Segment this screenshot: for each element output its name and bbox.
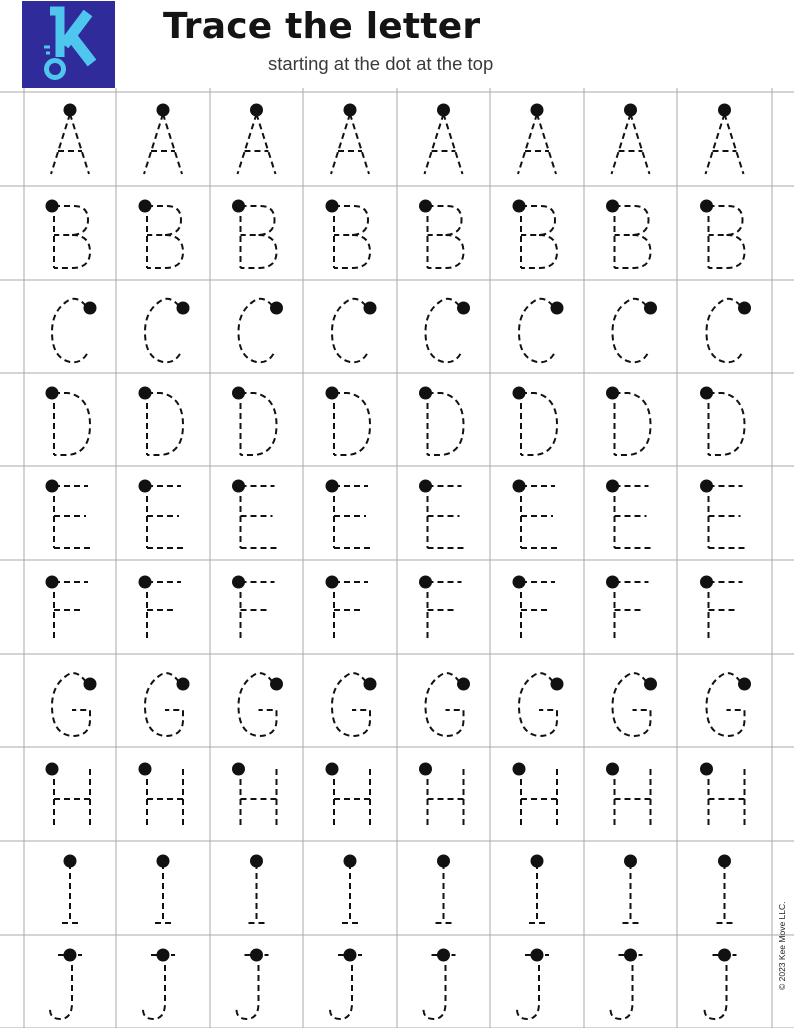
start-dot bbox=[232, 576, 245, 589]
trace-letter-g bbox=[707, 673, 752, 736]
trace-letter-i bbox=[155, 855, 171, 924]
start-dot bbox=[157, 949, 170, 962]
trace-letter-b bbox=[232, 200, 277, 269]
start-dot bbox=[437, 855, 450, 868]
start-dot bbox=[531, 104, 544, 117]
start-dot bbox=[344, 104, 357, 117]
trace-letter-h bbox=[419, 763, 464, 830]
trace-letter-c bbox=[239, 299, 284, 362]
trace-letter-g bbox=[239, 673, 284, 736]
start-dot bbox=[513, 480, 526, 493]
trace-letter-e bbox=[326, 480, 371, 549]
start-dot bbox=[700, 480, 713, 493]
start-dot bbox=[700, 576, 713, 589]
start-dot bbox=[232, 480, 245, 493]
trace-letter-a bbox=[331, 104, 369, 175]
start-dot bbox=[624, 104, 637, 117]
trace-letter-i bbox=[436, 855, 452, 924]
start-dot bbox=[326, 763, 339, 776]
start-dot bbox=[232, 763, 245, 776]
trace-letter-f bbox=[46, 576, 89, 643]
start-dot bbox=[718, 949, 731, 962]
trace-letter-a bbox=[612, 104, 650, 175]
trace-letter-h bbox=[232, 763, 277, 830]
start-dot bbox=[606, 480, 619, 493]
start-dot bbox=[232, 387, 245, 400]
start-dot bbox=[84, 302, 97, 315]
letter-row-e bbox=[46, 480, 745, 549]
start-dot bbox=[457, 678, 470, 691]
trace-letter-j bbox=[424, 949, 456, 1020]
trace-letter-d bbox=[606, 387, 651, 456]
trace-letter-d bbox=[419, 387, 464, 456]
copyright-note: © 2023 Kee Move LLC. bbox=[777, 901, 787, 990]
start-dot bbox=[419, 387, 432, 400]
trace-letter-j bbox=[50, 949, 82, 1020]
trace-letter-f bbox=[326, 576, 369, 643]
start-dot bbox=[513, 200, 526, 213]
trace-letter-a bbox=[144, 104, 182, 175]
start-dot bbox=[139, 387, 152, 400]
start-dot bbox=[718, 855, 731, 868]
page-title: Trace the letter bbox=[163, 6, 481, 47]
trace-letter-b bbox=[700, 200, 745, 269]
start-dot bbox=[84, 678, 97, 691]
start-dot bbox=[250, 855, 263, 868]
start-dot bbox=[419, 763, 432, 776]
start-dot bbox=[250, 104, 263, 117]
start-dot bbox=[437, 949, 450, 962]
trace-letter-a bbox=[238, 104, 276, 175]
start-dot bbox=[46, 576, 59, 589]
page-subtitle: starting at the dot at the top bbox=[268, 53, 494, 74]
trace-letter-c bbox=[52, 299, 97, 362]
start-dot bbox=[457, 302, 470, 315]
grid-lines bbox=[0, 88, 794, 1028]
start-dot bbox=[644, 678, 657, 691]
start-dot bbox=[270, 302, 283, 315]
trace-letter-h bbox=[700, 763, 745, 830]
trace-letter-j bbox=[517, 949, 549, 1020]
trace-letter-i bbox=[529, 855, 545, 924]
start-dot bbox=[700, 200, 713, 213]
start-dot bbox=[326, 480, 339, 493]
trace-letter-b bbox=[513, 200, 558, 269]
start-dot bbox=[437, 104, 450, 117]
start-dot bbox=[700, 763, 713, 776]
start-dot bbox=[551, 678, 564, 691]
start-dot bbox=[344, 855, 357, 868]
start-dot bbox=[419, 576, 432, 589]
trace-letter-f bbox=[700, 576, 743, 643]
start-dot bbox=[177, 302, 190, 315]
trace-letter-c bbox=[707, 299, 752, 362]
trace-letter-d bbox=[232, 387, 277, 456]
trace-letter-c bbox=[519, 299, 564, 362]
start-dot bbox=[419, 200, 432, 213]
trace-letter-f bbox=[606, 576, 649, 643]
start-dot bbox=[624, 855, 637, 868]
trace-letter-b bbox=[46, 200, 91, 269]
start-dot bbox=[326, 200, 339, 213]
trace-letter-j bbox=[611, 949, 643, 1020]
trace-letter-h bbox=[139, 763, 184, 830]
trace-letter-b bbox=[139, 200, 184, 269]
trace-letter-d bbox=[139, 387, 184, 456]
trace-letter-b bbox=[326, 200, 371, 269]
trace-letter-b bbox=[606, 200, 651, 269]
letter-row-h bbox=[46, 763, 745, 830]
trace-letter-g bbox=[332, 673, 377, 736]
trace-letter-j bbox=[143, 949, 175, 1020]
start-dot bbox=[531, 949, 544, 962]
trace-letter-c bbox=[426, 299, 471, 362]
start-dot bbox=[139, 763, 152, 776]
start-dot bbox=[157, 104, 170, 117]
trace-letter-f bbox=[139, 576, 182, 643]
trace-letter-d bbox=[700, 387, 745, 456]
start-dot bbox=[624, 949, 637, 962]
start-dot bbox=[139, 200, 152, 213]
start-dot bbox=[64, 949, 77, 962]
start-dot bbox=[513, 576, 526, 589]
trace-letter-i bbox=[623, 855, 639, 924]
trace-letter-g bbox=[52, 673, 97, 736]
start-dot bbox=[64, 855, 77, 868]
start-dot bbox=[344, 949, 357, 962]
start-dot bbox=[46, 763, 59, 776]
trace-letter-e bbox=[606, 480, 651, 549]
start-dot bbox=[326, 387, 339, 400]
start-dot bbox=[531, 855, 544, 868]
start-dot bbox=[46, 200, 59, 213]
trace-letter-i bbox=[62, 855, 78, 924]
trace-letter-i bbox=[249, 855, 265, 924]
trace-letter-h bbox=[606, 763, 651, 830]
letter-row-c bbox=[52, 299, 751, 362]
trace-letter-e bbox=[139, 480, 184, 549]
trace-letter-j bbox=[237, 949, 269, 1020]
trace-letter-b bbox=[419, 200, 464, 269]
letter-row-b bbox=[46, 200, 745, 269]
trace-letter-j bbox=[705, 949, 737, 1020]
start-dot bbox=[364, 302, 377, 315]
trace-letter-i bbox=[342, 855, 358, 924]
start-dot bbox=[46, 387, 59, 400]
trace-letter-a bbox=[706, 104, 744, 175]
start-dot bbox=[738, 302, 751, 315]
trace-letter-h bbox=[513, 763, 558, 830]
trace-letter-a bbox=[518, 104, 556, 175]
trace-letter-f bbox=[513, 576, 556, 643]
trace-letter-e bbox=[232, 480, 277, 549]
start-dot bbox=[700, 387, 713, 400]
start-dot bbox=[718, 104, 731, 117]
trace-letter-d bbox=[513, 387, 558, 456]
start-dot bbox=[606, 200, 619, 213]
start-dot bbox=[64, 104, 77, 117]
trace-letter-e bbox=[419, 480, 464, 549]
start-dot bbox=[644, 302, 657, 315]
trace-letter-h bbox=[46, 763, 91, 830]
trace-letter-c bbox=[332, 299, 377, 362]
start-dot bbox=[250, 949, 263, 962]
trace-letter-d bbox=[326, 387, 371, 456]
trace-letter-e bbox=[513, 480, 558, 549]
start-dot bbox=[738, 678, 751, 691]
start-dot bbox=[232, 200, 245, 213]
letter-row-g bbox=[52, 673, 751, 736]
start-dot bbox=[364, 678, 377, 691]
trace-letter-f bbox=[419, 576, 462, 643]
start-dot bbox=[46, 480, 59, 493]
start-dot bbox=[270, 678, 283, 691]
trace-letter-c bbox=[145, 299, 190, 362]
trace-letter-g bbox=[426, 673, 471, 736]
trace-letter-g bbox=[145, 673, 190, 736]
start-dot bbox=[326, 576, 339, 589]
start-dot bbox=[419, 480, 432, 493]
letter-row-j bbox=[50, 949, 737, 1020]
start-dot bbox=[551, 302, 564, 315]
start-dot bbox=[177, 678, 190, 691]
trace-letter-d bbox=[46, 387, 91, 456]
start-dot bbox=[139, 576, 152, 589]
start-dot bbox=[606, 387, 619, 400]
start-dot bbox=[157, 855, 170, 868]
letter-row-d bbox=[46, 387, 745, 456]
start-dot bbox=[513, 387, 526, 400]
start-dot bbox=[139, 480, 152, 493]
trace-letter-j bbox=[330, 949, 362, 1020]
start-dot bbox=[513, 763, 526, 776]
trace-letter-i bbox=[717, 855, 733, 924]
trace-letter-g bbox=[613, 673, 658, 736]
trace-letter-f bbox=[232, 576, 275, 643]
start-dot bbox=[606, 576, 619, 589]
trace-letter-a bbox=[425, 104, 463, 175]
letter-row-f bbox=[46, 576, 743, 643]
trace-letter-a bbox=[51, 104, 89, 175]
trace-letter-e bbox=[46, 480, 91, 549]
start-dot bbox=[606, 763, 619, 776]
trace-letter-c bbox=[613, 299, 658, 362]
trace-letter-g bbox=[519, 673, 564, 736]
trace-letter-e bbox=[700, 480, 745, 549]
trace-letter-h bbox=[326, 763, 371, 830]
